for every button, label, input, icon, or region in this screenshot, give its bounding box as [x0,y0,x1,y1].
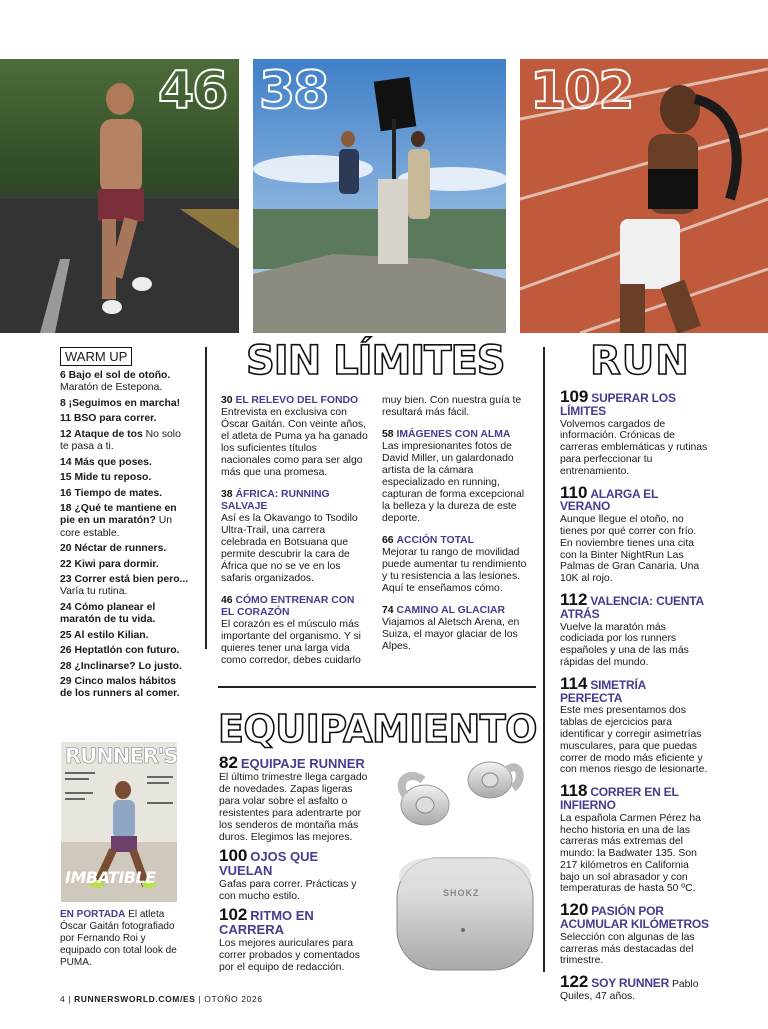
warm-up-tag: WARM UP [60,347,132,366]
run-page-number: 109 [560,387,589,406]
article-heading [221,395,369,407]
run-entry[interactable] [560,781,710,895]
warm-up-item-title: 28 ¿Inclinarse? Lo justo. [60,660,182,672]
article-page-number: 46 [221,595,233,606]
warm-up-item-text: Varía tu rutina. [60,586,128,598]
run-entry[interactable] [560,589,710,669]
section-title-run: RUN [590,338,690,384]
warm-up-item-title: 8 ¡Seguimos en marcha! [60,397,181,409]
warm-up-list [60,370,190,701]
divider-right [543,347,545,972]
run-title: SOY RUNNER [591,976,670,991]
run-summary: La española Carmen Pérez ha hecho historia en una de las carreras más extremas del mundo: la Badwater 135. Son 217 kilómetros en California bajo un sol abrasador y con temperaturas de hasta 50 ºC. [560,812,701,895]
run-entry[interactable] [560,387,710,478]
warm-up-item[interactable] [60,457,190,469]
equipment-entry[interactable] [219,753,371,844]
run-summary: Aunque llegue el otoño, no tienes por qué correr con frío. En noviembre tienes una cita con la Binter NightRun Las Palmas de Gran Canaria. Una 10K al rojo. [560,514,700,585]
cover-thumbnail[interactable] [61,742,177,902]
equipment-entry[interactable] [219,905,371,974]
warm-up-item-title: 16 Tiempo de mates. [60,487,163,499]
article-title: CAMINO AL GLACIAR [396,605,505,616]
page-number-102: 102 [530,61,633,121]
headphones-image [395,750,535,975]
warm-up-item-title: 25 Al estilo Kilian. [60,629,149,641]
warm-up-item[interactable] [60,429,190,454]
run-title: SIMETRÍA PERFECTA [560,677,646,705]
article-entry[interactable] [221,395,369,479]
warm-up-item-text: Maratón de Estepona. [60,382,163,394]
article-summary: Las impresionantes fotos de David Miller, un galardonado artista de la cámara especializado en running, capturan de forma excepcional la belleza y la dureza de este deporte. [382,441,525,524]
article-summary: muy bien. Con nuestra guía te resultará más fácil. [382,395,522,418]
article-entry[interactable] [221,489,369,585]
run-summary: Este mes presentamos dos tablas de ejercicios para identificar y corregir asimetrías musculares, para que puedas correr de modo más eficiente y con menos riesgo de lesionarte. [560,705,708,776]
article-heading [382,535,530,547]
article-summary: El corazón es el músculo más importante del organismo. Y si quieres tener una larga vida como corredor, debes cuidarlo [221,619,361,666]
article-page-number: 30 [221,395,233,406]
equipment-title: OJOS QUE VUELAN [219,849,319,878]
run-summary: Selección con algunas de las carreras más destacadas del trimestre. [560,931,695,967]
warm-up-item[interactable] [60,472,190,484]
equipment-page-number: 100 [219,846,248,865]
run-page-number: 114 [560,673,588,693]
warm-up-column [60,347,190,704]
run-page-number: 112 [560,589,588,609]
article-heading [382,429,530,441]
run-title: ALARGA EL VERANO [560,486,658,514]
run-entry[interactable] [560,673,710,776]
warm-up-item[interactable] [60,488,190,500]
cover-caption [60,909,185,969]
cover-masthead: RUNNER'S [65,744,177,768]
equipment-summary: El último trimestre llega cargado de novedades. Zapas ligeras para volar sobre el asfalto o resistentes para adentrarte por los senderos de montaña más duros. Elegimos las mejores. [219,772,368,843]
warm-up-item[interactable] [60,398,190,410]
photo-runner-road [0,59,239,333]
article-entry[interactable] [382,605,530,653]
warm-up-item-title: 20 Néctar de runners. [60,543,167,555]
sin-limites-col2 [382,395,530,663]
article-page-number: 58 [382,429,394,440]
run-summary: Volvemos cargados de información. Crónicas de carreras emblemáticas y rutinas para perfeccionar tu entrenamiento. [560,418,708,477]
article-page-number: 38 [221,489,233,500]
warm-up-item[interactable] [60,661,190,673]
case-brand-logo: SHOKZ [443,888,480,898]
footer-season: OTOÑO 2026 [204,994,263,1004]
run-page-number: 118 [560,781,588,801]
equipment-summary: Los mejores auriculares para correr probados y comentados por el equipo de redacción. [219,938,360,973]
run-title: VALENCIA: CUENTA ATRÁS [560,593,704,621]
equipment-title: RITMO EN CARRERA [219,908,314,937]
article-page-number: 74 [382,605,394,616]
page-number-38: 38 [259,61,328,121]
equipment-page-number: 82 [219,753,238,772]
equipamiento-list [219,753,371,980]
article-summary: Viajamos al Aletsch Arena, en Suiza, el mayor glaciar de los Alpes. [382,617,520,652]
section-title-sin-limites: SIN LÍMITES [246,338,505,384]
article-entry[interactable] [382,535,530,595]
warm-up-item-text: No solo te pasa a ti. [60,428,181,453]
warm-up-item[interactable] [60,676,190,701]
run-entry[interactable] [560,900,710,967]
run-page-number: 110 [560,482,588,502]
divider-left [205,347,207,649]
warm-up-item-title: 23 Correr está bien pero... [60,574,189,586]
warm-up-item[interactable] [60,602,190,627]
warm-up-item-title: 24 Cómo planear el maratón de tu vida. [60,601,156,626]
warm-up-item[interactable] [60,630,190,642]
article-heading [221,595,369,619]
warm-up-item[interactable] [60,413,190,425]
article-summary: Así es la Okavango to Tsodilo Ultra-Trail, una carrera celebrada en Botsuana que permite descubrir la cara de África que no se ve en los safaris organizados. [221,513,358,584]
run-title: CORRER EN EL INFIERNO [560,785,679,812]
run-list [560,387,710,1012]
run-title: SUPERAR LOS LÍMITES [560,391,676,418]
cover-caption-text: El atleta Óscar Gaitán fotografiado por Fernando Roi y equipado con total look de PUMA. [60,909,177,968]
run-page-number: 120 [560,900,589,920]
article-title: ACCIÓN TOTAL [396,535,474,546]
warm-up-item-title: 22 Kiwi para dormir. [60,558,159,570]
article-title: IMÁGENES CON ALMA [396,429,511,440]
warm-up-item[interactable] [60,370,190,395]
article-summary: Entrevista en exclusiva con Óscar Gaitán. Con veinte años, el atleta de Puma ya ha ganado los suficientes títulos nacionales como para ser algo más que una promesa. [221,407,368,478]
equipment-summary: Gafas para correr. Prácticas y con mucho estilo. [219,879,357,902]
article-title: CÓMO ENTRENAR CON EL CORAZÓN [221,595,355,618]
run-summary: Vuelve la maratón más codiciada por los runners españoles y una de las más rápidas del mundo. [560,621,689,668]
photo-track-runner [520,59,768,333]
run-entry[interactable] [560,972,710,1003]
warm-up-item-title: 12 Ataque de tos [60,428,143,440]
section-title-equipamiento: EQUIPAMIENTO [218,707,537,751]
article-title: ÁFRICA: RUNNING SALVAJE [221,489,330,512]
run-page-number: 122 [560,972,589,992]
warm-up-item-title: 15 Mide tu reposo. [60,472,152,484]
footer-site: RUNNERSWORLD.COM/ES [74,994,196,1004]
run-title: PASIÓN POR ACUMULAR KILÓMETROS [560,904,709,932]
cover-caption-head: EN PORTADA [60,909,126,920]
equipment-title: EQUIPAJE RUNNER [240,756,365,771]
article-entry[interactable] [221,595,369,667]
article-summary: Mejorar tu rango de movilidad puede aumentar tu rendimiento y tu resistencia a las lesiones. Aquí te enseñamos cómo. [382,547,527,594]
equipment-page-number: 102 [219,905,248,924]
equipment-entry[interactable] [219,846,371,903]
warm-up-item-title: 29 Cinco malos hábitos de los runners al comer. [60,676,180,700]
warm-up-item-title: 26 Heptatlón con futuro. [60,645,180,657]
warm-up-item-title: 18 ¿Qué te mantiene en pie en un maratón? [60,502,177,527]
article-heading [382,605,530,617]
article-entry[interactable] [382,395,530,419]
warm-up-item[interactable] [60,645,190,657]
article-page-number: 66 [382,535,394,546]
warm-up-item-title: 14 Más que poses. [60,456,152,468]
run-entry[interactable] [560,482,710,585]
article-title: EL RELEVO DEL FONDO [235,395,359,406]
page-footer: 4 | RUNNERSWORLD.COM/ES | OTOÑO 2026 [60,994,263,1004]
warm-up-item[interactable] [60,559,190,571]
footer-page-number: 4 [60,994,66,1004]
warm-up-item[interactable] [60,543,190,555]
sin-limites-col1 [221,395,369,677]
cover-headline: IMBATIBLE [65,868,156,887]
divider-equipamiento [218,686,536,688]
article-heading [221,489,369,513]
warm-up-item[interactable] [60,503,190,540]
warm-up-item-text: Un core estable. [60,515,173,539]
warm-up-item-title: 6 Bajo el sol de otoño. [60,370,171,381]
warm-up-item-title: 11 BSO para correr. [60,413,157,425]
page-number-46: 46 [158,61,227,121]
warm-up-item[interactable] [60,574,190,599]
run-summary: Pablo Quiles, 47 años. [560,979,699,1003]
article-entry[interactable] [382,429,530,525]
photo-summit [253,59,506,333]
